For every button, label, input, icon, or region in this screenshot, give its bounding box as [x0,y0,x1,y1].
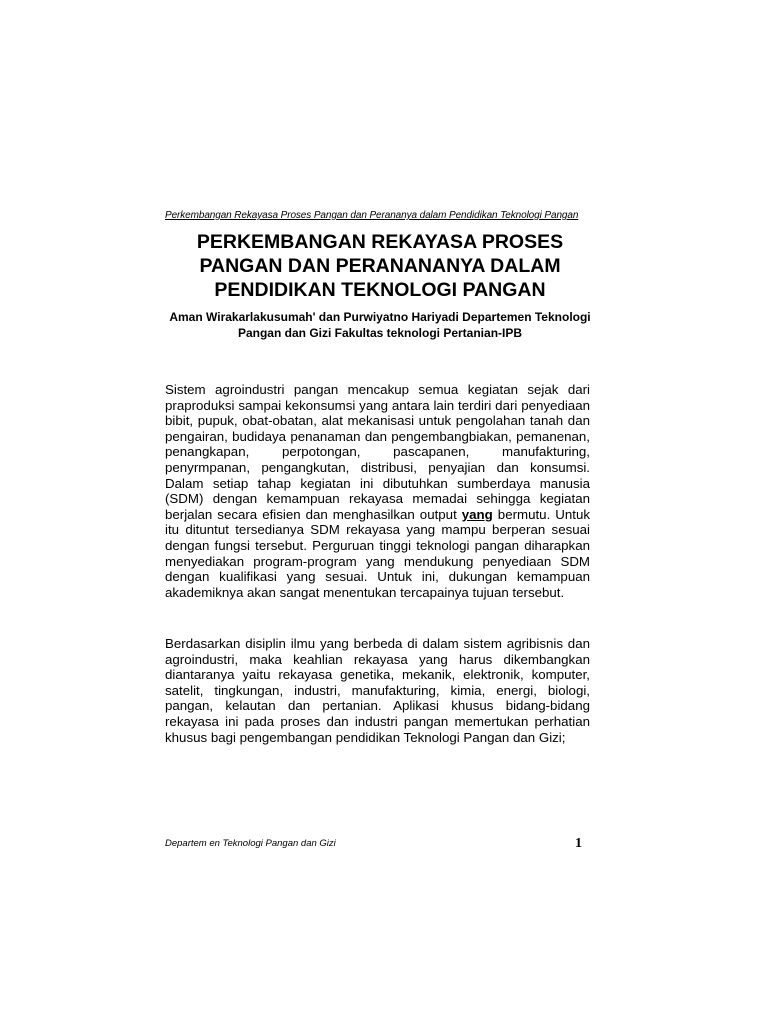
paragraph-1-text-b: bermutu. Untuk itu dituntut tersedianya SDM rekayasa yang mampu berperan sesuai dengan fungsi tersebut. Perguruan tinggi teknologi pangan diharapkan menyediakan program-program yang mendukung penyediaan SDM dengan kualifikasi yang sesuai. Untuk ini, dukungan kemampuan akademiknya akan sangat menentukan tercapainya tujuan tersebut. [165,506,590,600]
paragraph-1 [165,382,590,600]
paragraph-1-text-a: Sistem agroindustri pangan mencakup semua kegiatan sejak dari praproduksi sampai kekonsumsi yang antara lain terdiri dari penyediaan bibit, pupuk, obat-obatan, alat mekanisasi untuk pengolahan tanah dan pengairan, budidaya penanaman dan pengembangbiakan, pemanenan, penangkapan, perpotongan, pascapanen, manufakturing, penyrmpanan, pengangkutan, distribusi, penyajian dan konsumsi. Dalam setiap tahap kegiatan ini dibutuhkan sumberdaya manusia (SDM) dengan kemampuan rekayasa memadai sehingga kegiatan berjalan secara efisien dan menghasilkan output [165,382,590,522]
footer-department: Departem en Teknologi Pangan dan Gizi [165,838,336,849]
paragraph-2: Berdasarkan disiplin ilmu yang berbeda di dalam sistem agribisnis dan agroindustri, maka keahlian rekayasa yang harus dikembangkan diantaranya yaitu rekayasa genetika, mekanik, elektronik, komputer, satelit, tingkungan, industri, manufakturing, kimia, energi, biologi, pangan, kelautan dan pertanian. Aplikasi khusus bidang-bidang rekayasa ini pada proses dan industri pangan memertukan perhatian khusus bagi pengembangan pendidikan Teknologi Pangan dan Gizi; [165,636,590,745]
title-line-3: PENDIDIKAN TEKNOLOGI PANGAN [214,279,546,301]
authors-line-1: Aman Wirakarlakusumah' dan Purwiyatno Hariyadi Departemen Teknologi [169,310,591,324]
document-page [165,0,595,1024]
document-title [165,230,595,302]
running-header: Perkembangan Rekayasa Proses Pangan dan Perananya dalam Pendidikan Teknologi Pangan [165,210,579,221]
page-number: 1 [575,836,582,851]
title-line-2: PANGAN DAN PERANANANYA DALAM [199,255,561,277]
title-line-1: PERKEMBANGAN REKAYASA PROSES [196,231,564,253]
authors-line-2: Pangan dan Gizi Fakultas teknologi Pertanian-IPB [237,326,523,340]
highlighted-word: yang [461,506,493,522]
authors-affiliation [165,309,595,341]
